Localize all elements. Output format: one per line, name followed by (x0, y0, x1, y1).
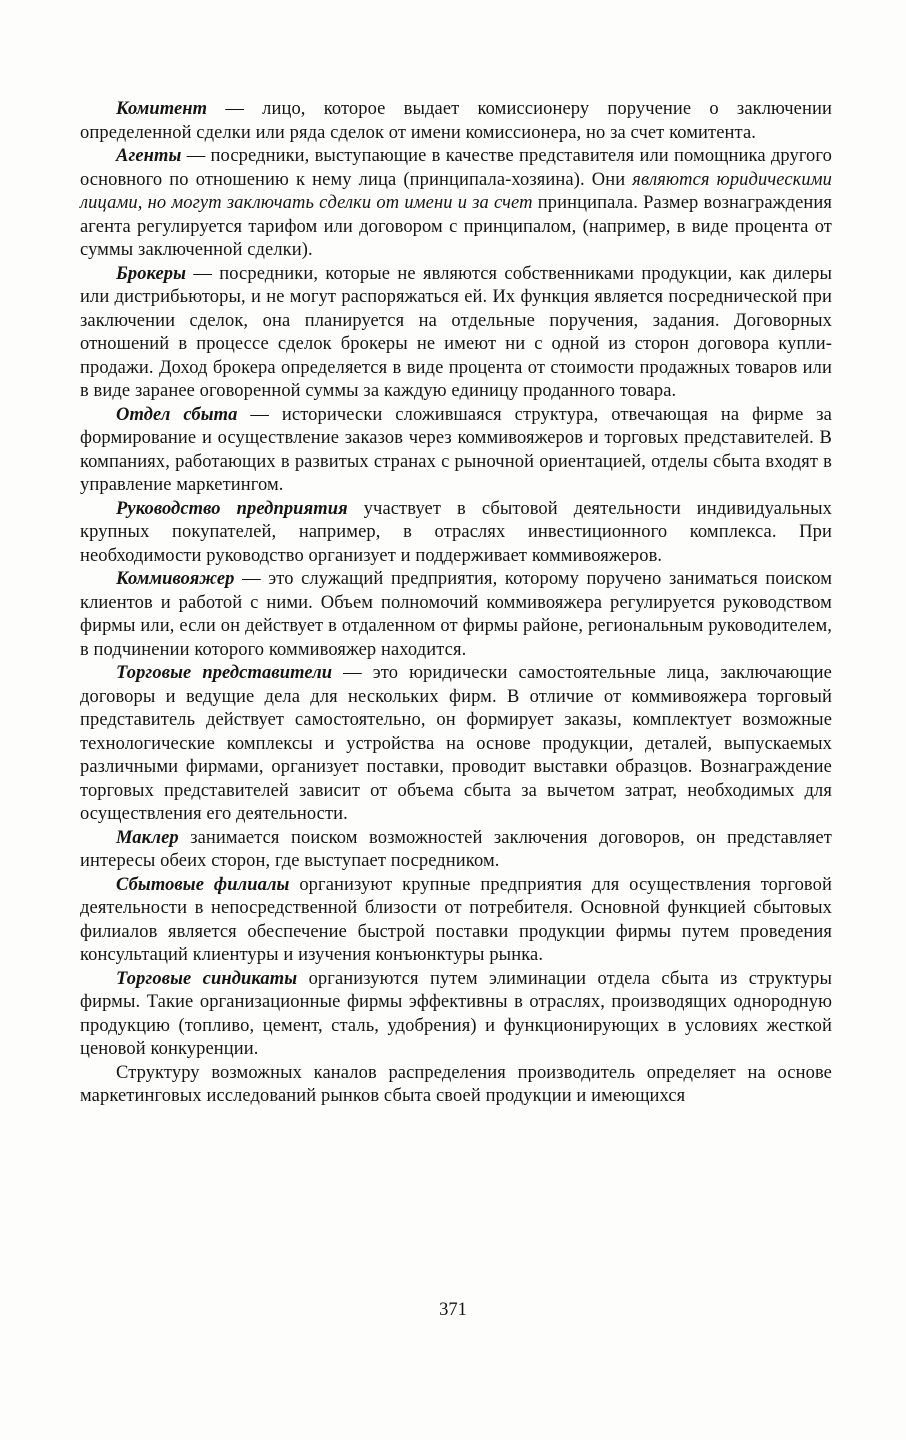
term-text: Торговые представители (116, 663, 333, 683)
body-text: — исторически сложившаяся структура, отвечающая на фирме за формирование и осуществление заказов через коммивояжеров и торговых представителей. В компаниях, работающих в развитых странах с рыночной ориентацией, отделы сбыта входят в управление маркетингом. (80, 404, 832, 495)
term-text: Отдел сбыта (116, 404, 238, 425)
term-text: Торговые синдикаты (116, 968, 298, 989)
page-text (80, 98, 832, 1109)
body-text: занимается поиском возможностей заключения договоров, он представляет интересы обеих сторон, где выступает посредником. (80, 827, 832, 871)
paragraph (80, 404, 832, 498)
paragraph (80, 568, 832, 662)
term-text: Руководство предприятия (116, 498, 348, 519)
body-text: — посредники, которые не являются собственниками продукции, как дилеры или дистрибьюторы, и не могут распоряжаться ей. Их функция является посреднической при заключении сделок, она планируется на отдельные поручения, задания. Договорных отношений в процессе сделок брокеры не имеют ни с одной из сторон договора купли-продажи. Доход брокера определяется в виде процента от стоимости продажных товаров или в виде заранее оговоренной суммы за каждую единицу проданного товара. (80, 263, 832, 401)
paragraph (80, 1062, 832, 1109)
paragraph (80, 145, 832, 263)
paragraph (80, 662, 832, 827)
term-text: Маклер (116, 827, 179, 848)
body-text: — посредники, выступающие в качестве представителя или помощника другого основного по отношению к нему лица (принципала-хозяина). Они (80, 146, 832, 190)
paragraph (80, 263, 832, 404)
body-text: — лицо, которое выдает комиссионеру поручение о заключении определенной сделки или ряда сделок от имени комиссионера, но за счет комитента. (80, 99, 832, 143)
body-text: организуют крупные предприятия для осуществления торговой деятельности в непосредственной близости от потребителя. Основной функцией сбытовых филиалов является обеспечение быстрой поставки продукции фирмы путем проведения консультаций клиентуры и изучения конъюнктуры рынка. (80, 874, 832, 965)
body-text: являются юридическими лицами, но могут заключать сделки от имени и за счет (80, 169, 832, 213)
paragraph (80, 968, 832, 1062)
body-text: — это служащий предприятия, которому поручено заниматься поиском клиентов и работой с ними. Объем полномочий коммивояжера регулируется руководством фирмы или, если он действует в отдаленном от фирмы районе, региональным руководителем, в подчинении которого коммивояжер находится. (80, 569, 832, 660)
paragraph (80, 827, 832, 874)
paragraph (80, 498, 832, 569)
body-text: Структуру возможных каналов распределения производитель определяет на основе маркетинговых исследований рынков сбыта своей продукции и имеющихся (80, 1062, 832, 1106)
term-text: Сбытовые филиалы (116, 874, 290, 895)
body-text: принципала. Размер вознаграждения агента регулируется тарифом или договором с принципалом, (например, в виде процента от суммы заключенной сделки). (80, 193, 832, 260)
body-text: участвует в сбытовой деятельности индивидуальных крупных покупателей, например, в отраслях инвестиционного комплекса. При необходимости руководство организует и поддерживает коммивояжеров. (80, 498, 832, 566)
term-text: Комитент (116, 99, 208, 119)
body-text: — это юридически самостоятельные лица, заключающие договоры и ведущие дела для нескольких фирм. В отличие от коммивояжера торговый представитель действует самостоятельно, он формирует заказы, комплектует возможные технологические комплексы и устройства на основе продукции, деталей, выпускаемых различными фирмами, организует поставки, проводит выставки образцов. Вознаграждение торговых представителей зависит от объема сбыта за вычетом затрат, необходимых для осуществления его деятельности. (80, 663, 832, 824)
term-text: Коммивояжер (116, 569, 235, 589)
paragraph (80, 874, 832, 968)
page-number: 371 (439, 1300, 467, 1320)
body-text: организуются путем элиминации отдела сбыта из структуры фирмы. Такие организационные фирмы эффективны в отраслях, производящих однородную продукцию (топливо, цемент, сталь, удобрения) и функционирующих в условиях жесткой ценовой конкуренции. (80, 968, 833, 1059)
paragraph (80, 98, 832, 145)
term-text: Брокеры (116, 263, 187, 284)
term-text: Агенты (116, 146, 182, 166)
